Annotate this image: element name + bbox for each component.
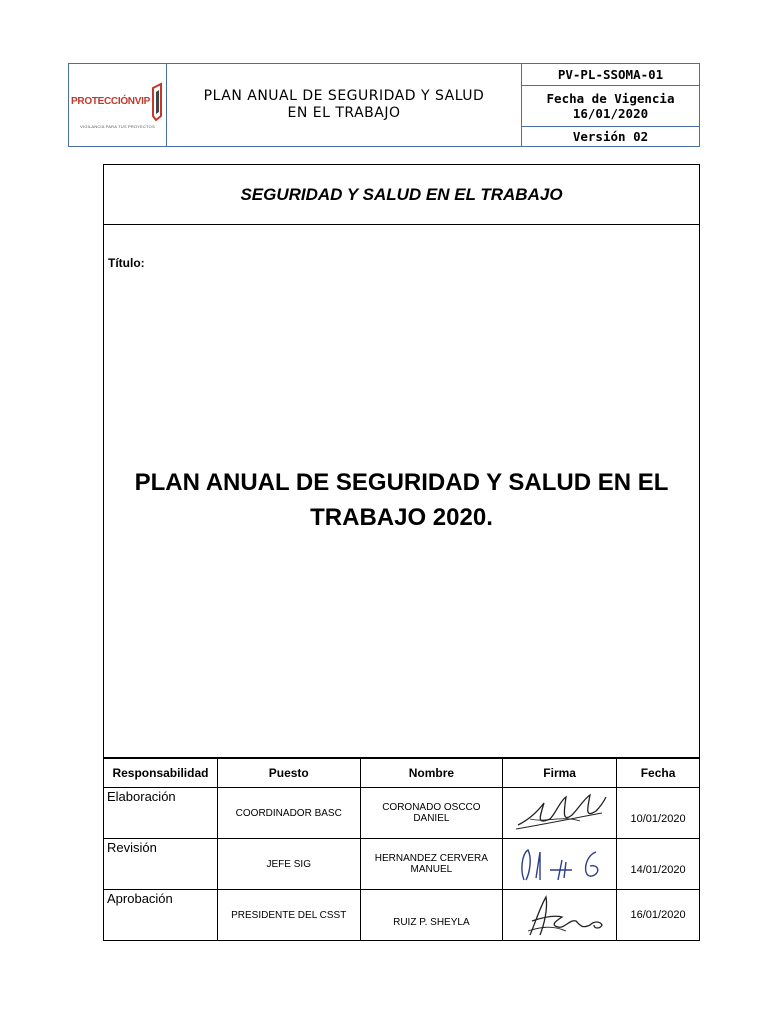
company-logo: [69, 64, 167, 146]
col-firma: Firma: [503, 759, 617, 788]
logo-name: PROTECCIÓNVIP: [71, 96, 150, 107]
document-title-line1: PLAN ANUAL DE SEGURIDAD Y SALUD EN EL: [134, 469, 669, 496]
header-title: [167, 64, 522, 146]
signature-cell: [503, 839, 617, 890]
nombre-cell: [360, 890, 503, 941]
document-code: PV-PL-SSOMA-01: [522, 64, 699, 86]
nombre-line1: CORONADO OSCCO: [382, 802, 481, 813]
fecha-cell: 16/01/2020: [617, 890, 700, 941]
resp-cell: Aprobación: [104, 890, 218, 941]
table-row: [104, 890, 700, 941]
fecha-vigencia: [522, 86, 699, 127]
shield-icon: [150, 82, 164, 122]
nombre-cell: [360, 839, 503, 890]
document-title-line2: TRABAJO 2020.: [310, 504, 493, 531]
header-title-line2: EN EL TRABAJO: [287, 105, 401, 121]
signature-image: [510, 840, 610, 888]
document-title: [104, 465, 699, 535]
puesto-cell: PRESIDENTE DEL CSST: [217, 890, 360, 941]
fecha-value: 16/01/2020: [572, 106, 649, 121]
document-version: Versión 02: [572, 129, 649, 144]
titulo-label: Título:: [108, 256, 145, 270]
resp-cell: Revisión: [104, 839, 218, 890]
resp-cell: Elaboración: [104, 788, 218, 839]
signature-image: [510, 789, 610, 837]
fecha-label: Fecha de Vigencia: [546, 91, 675, 106]
fecha-cell: 14/01/2020: [617, 839, 700, 890]
signature-cell: [503, 788, 617, 839]
puesto-cell: COORDINADOR BASC: [217, 788, 360, 839]
header-meta: [522, 64, 699, 146]
table-row: [104, 788, 700, 839]
nombre-line1: HERNANDEZ CERVERA: [374, 853, 488, 864]
table-row: [104, 839, 700, 890]
header-title-line1: PLAN ANUAL DE SEGURIDAD Y SALUD: [203, 88, 485, 104]
cover-box: [103, 164, 700, 758]
nombre-line2: MANUEL: [410, 864, 453, 875]
signature-image: [510, 891, 610, 939]
col-responsabilidad: Responsabilidad: [104, 759, 218, 788]
puesto-cell: JEFE SIG: [217, 839, 360, 890]
logo-tagline: VIGILANCIA PARA TUS PROYECTOS: [80, 123, 155, 129]
signature-cell: [503, 890, 617, 941]
table-header-row: [104, 759, 700, 788]
fecha-cell: 10/01/2020: [617, 788, 700, 839]
section-heading: SEGURIDAD Y SALUD EN EL TRABAJO: [104, 165, 699, 225]
nombre-cell: [360, 788, 503, 839]
col-puesto: Puesto: [217, 759, 360, 788]
col-nombre: Nombre: [360, 759, 503, 788]
document-header: [68, 63, 700, 147]
nombre-line2: DANIEL: [413, 813, 450, 824]
approval-table: [103, 758, 700, 941]
col-fecha: Fecha: [617, 759, 700, 788]
nombre-line1: RUIZ P. SHEYLA: [393, 916, 470, 928]
